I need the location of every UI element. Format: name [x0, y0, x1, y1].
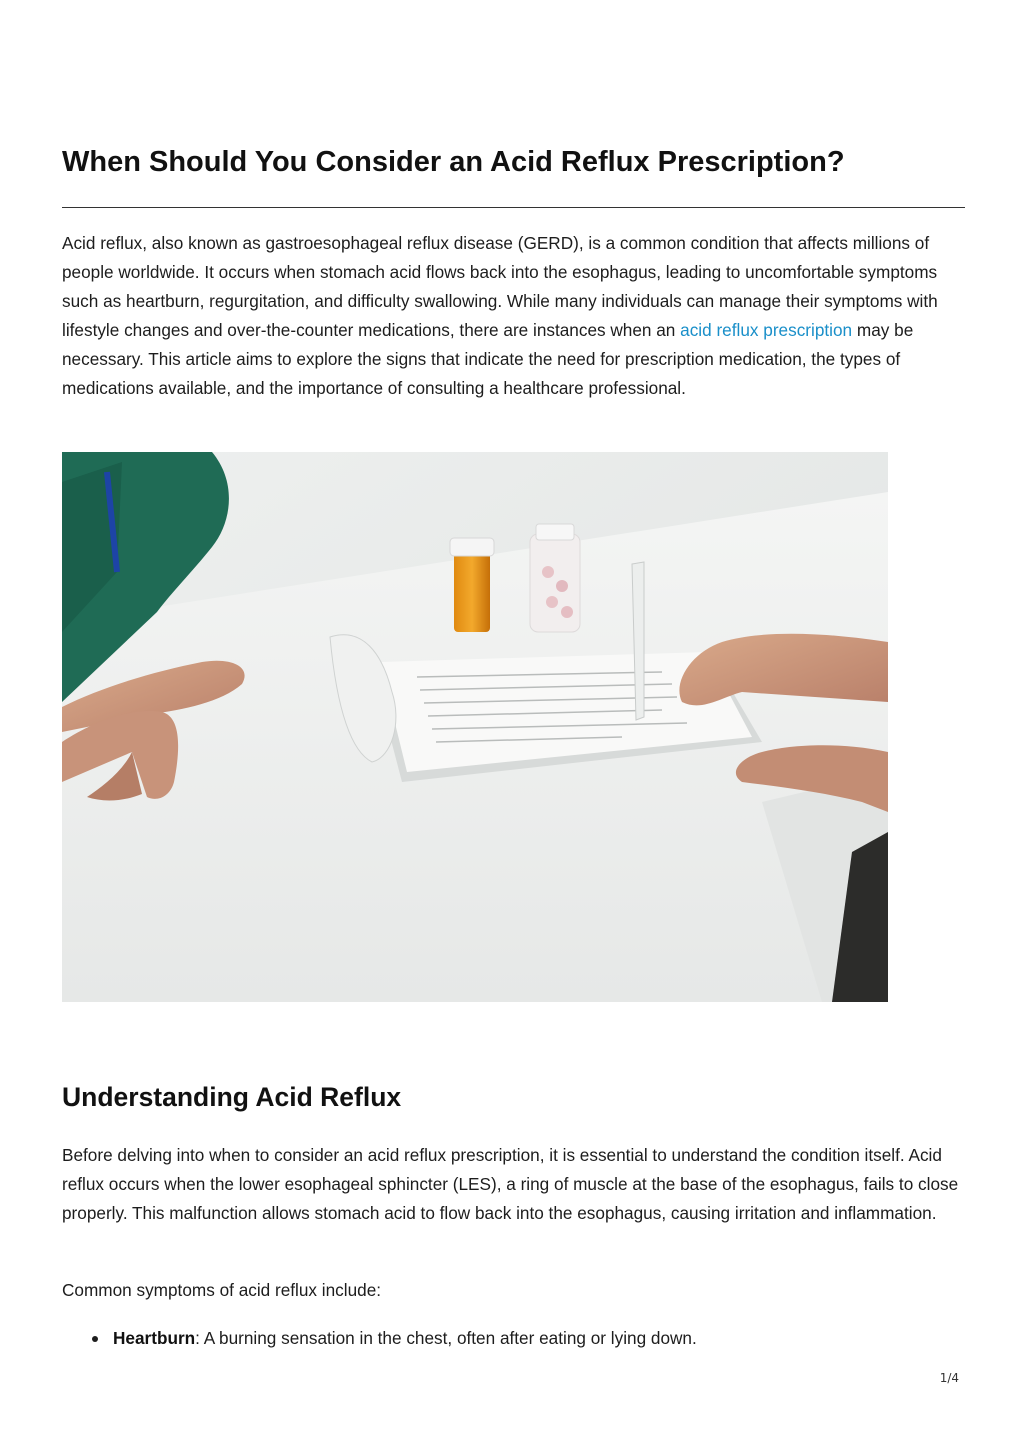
intro-text-before-link: Acid reflux, also known as gastroesophageal reflux disease (GERD), is a common condition that affects millions of people worldwide. It occurs when stomach acid flows back into the esophagus, leading to uncomfortable symptoms such as heartburn, regurgitation, and difficulty swallowing. While many individuals can manage their symptoms with lifestyle changes and over-the-counter medications, there are instances when an: [62, 233, 938, 340]
symptom-term: Heartburn: [113, 1328, 196, 1348]
symptom-description: : A burning sensation in the chest, often after eating or lying down.: [195, 1328, 697, 1348]
section-paragraph: Before delving into when to consider an acid reflux prescription, it is essential to understand the condition itself. Acid reflux occurs when the lower esophageal sphincter (LES), a ring of muscle at the base of the esophagus, fails to close properly. This malfunction allows stomach acid to flow back into the esophagus, causing irritation and inflammation.: [62, 1145, 959, 1223]
symptoms-list: [62, 1324, 697, 1353]
page-number: 1/4: [939, 1371, 959, 1385]
title-divider: [62, 207, 965, 208]
section-heading: Understanding Acid Reflux: [62, 1082, 402, 1112]
article-title: When Should You Consider an Acid Reflux Prescription?: [62, 146, 845, 178]
list-item: [113, 1324, 697, 1353]
article-photo: [62, 452, 888, 1002]
acid-reflux-prescription-link[interactable]: acid reflux prescription: [680, 320, 853, 340]
intro-paragraph: [62, 229, 965, 403]
symptoms-intro: Common symptoms of acid reflux include:: [62, 1280, 382, 1300]
intro-text-after-link: may be necessary. This article aims to explore the signs that indicate the need for prescription medication, the types of medications available, and the importance of consulting a healthcare professional.: [62, 320, 914, 398]
